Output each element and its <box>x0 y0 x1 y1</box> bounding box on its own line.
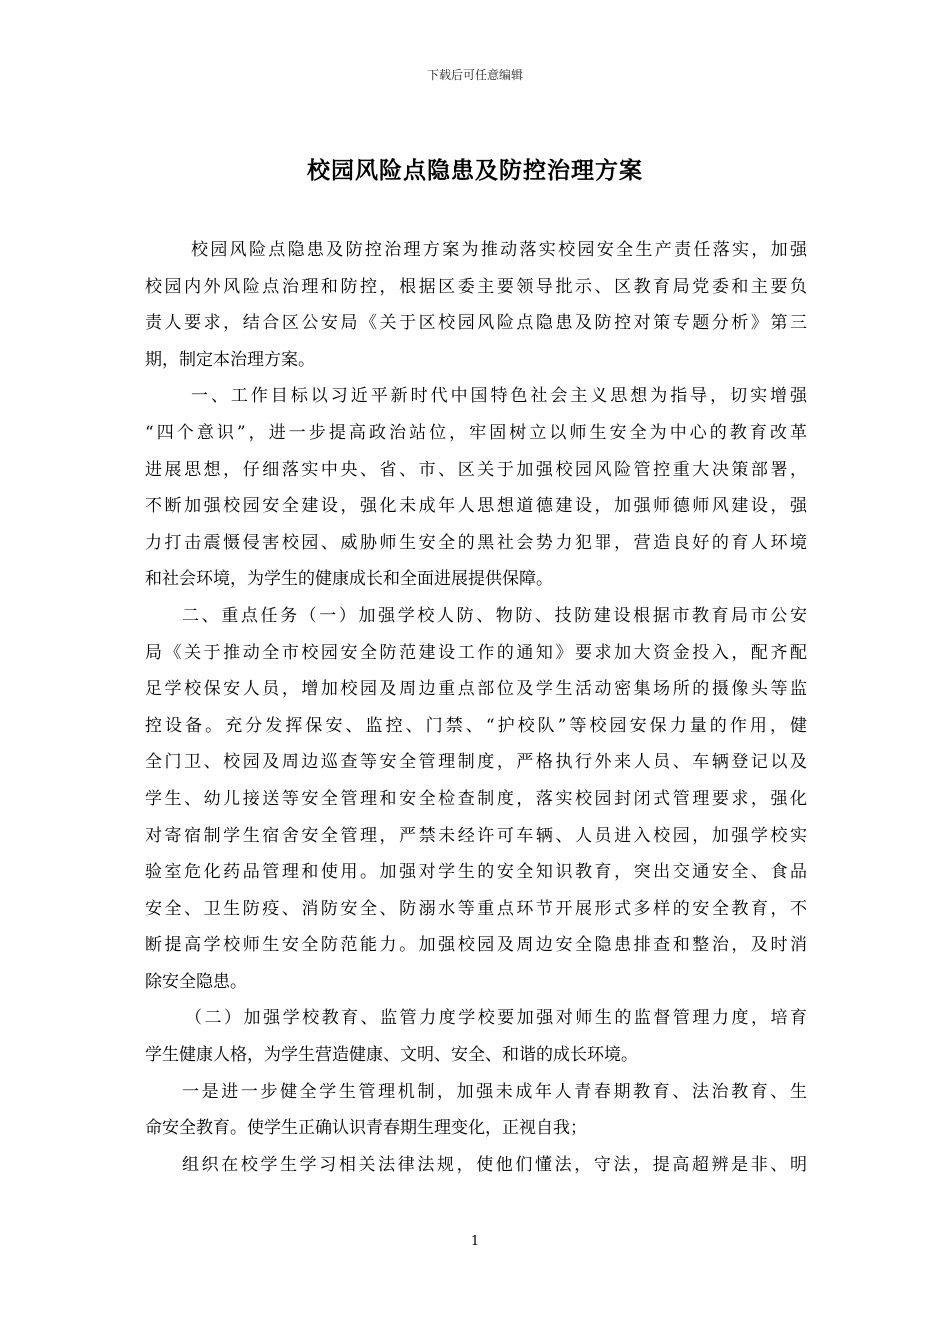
text-line: 足学校保安人员，增加校园及周边重点部位及学生活动密集场所的摄像头等监 <box>145 679 807 700</box>
paragraph-management <box>145 1074 807 1147</box>
paragraph-supervision <box>145 1000 807 1073</box>
text-line: 学生健康人格，为学生营造健康、文明、安全、和谐的成长环境。 <box>145 1045 638 1066</box>
text-line: 验室危化药品管理和使用。加强对学生的安全知识教育，突出交通安全、食品 <box>145 862 807 883</box>
text-line: 学生、幼儿接送等安全管理和安全检查制度，落实校园封闭式管理要求，强化 <box>145 788 807 809</box>
text-line: 二、重点任务（一）加强学校人防、物防、技防建设根据市教育局市公安 <box>182 605 807 626</box>
text-line: 对寄宿制学生宿舍安全管理，严禁未经许可车辆、人员进入校园，加强学校实 <box>145 825 807 846</box>
document-title: 校园风险点隐患及防控治理方案 <box>307 157 643 184</box>
text-line: 除安全隐患。 <box>145 971 247 992</box>
text-line: 期，制定本治理方案。 <box>145 349 315 370</box>
text-line: 进展思想，仔细落实中央、省、市、区关于加强校园风险管控重大决策部署， <box>145 459 807 480</box>
document-body <box>145 232 807 1183</box>
text-line: 全门卫、校园及周边巡查等安全管理制度，严格执行外来人员、车辆登记以及 <box>145 752 807 773</box>
text-line: 校园内外风险点治理和防控，根据区委主要领导批示、区教育局党委和主要负 <box>145 276 807 297</box>
text-line: 力打击震慑侵害校园、威胁师生安全的黑社会势力犯罪，营造良好的育人环境 <box>145 532 807 553</box>
text-line: 不断加强校园安全建设，强化未成年人思想道德建设，加强师德师风建设，强 <box>145 496 807 517</box>
text-line: 责人要求，结合区公安局《关于区校园风险点隐患及防控对策专题分析》第三 <box>145 313 807 334</box>
text-line: 安全、卫生防疫、消防安全、防溺水等重点环节开展形式多样的安全教育，不 <box>145 898 807 919</box>
text-line: 局《关于推动全市校园安全防范建设工作的通知》要求加大资金投入，配齐配 <box>145 642 807 663</box>
text-line: 命安全教育。使学生正确认识青春期生理变化，正视自我； <box>145 1118 587 1139</box>
page-number: 1 <box>470 1234 480 1249</box>
paragraph-goals <box>145 378 807 598</box>
paragraph-law-study <box>145 1147 807 1184</box>
header-note: 下载后可任意编辑 <box>426 68 523 82</box>
text-line: 一、工作目标以习近平新时代中国特色社会主义思想为指导，切实增强 <box>191 386 807 407</box>
text-line: 控设备。充分发挥保安、监控、门禁、“护校队”等校园安保力量的作用，健 <box>145 715 807 736</box>
text-line: 和社会环境，为学生的健康成长和全面进展提供保障。 <box>145 569 553 590</box>
text-line: （二）加强学校教育、监管力度学校要加强对师生的监督管理力度，培育 <box>185 1008 807 1029</box>
paragraph-intro <box>145 232 807 378</box>
text-line: 一是进一步健全学生管理机制，加强未成年人青春期教育、法治教育、生 <box>182 1081 807 1102</box>
paragraph-tasks <box>145 598 807 1001</box>
text-line: 校园风险点隐患及防控治理方案为推动落实校园安全生产责任落实，加强 <box>191 240 807 260</box>
text-line: “四个意识”，进一步提高政治站位，牢固树立以师生安全为中心的教育改革 <box>145 422 807 443</box>
text-line: 组织在校学生学习相关法律法规，使他们懂法，守法，提高超辨是非、明 <box>182 1154 807 1175</box>
text-line: 断提高学校师生安全防范能力。加强校园及周边安全隐患排查和整治，及时消 <box>145 935 807 956</box>
